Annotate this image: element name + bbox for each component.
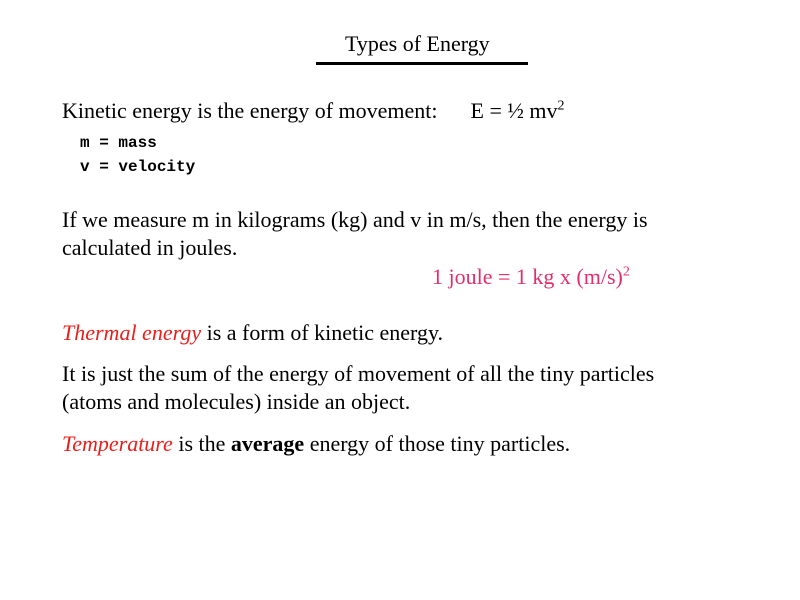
temperature-term: Temperature [62, 431, 173, 456]
thermal-line [62, 319, 443, 347]
joules-line-1: If we measure m in kilograms (kg) and v in m/s, then the energy is [62, 207, 648, 232]
kinetic-formula: E = ½ mv [470, 98, 558, 123]
kinetic-formula-exponent: 2 [557, 98, 565, 114]
temperature-rest: energy of those tiny particles. [304, 431, 571, 456]
definition-mass: m = mass [80, 134, 157, 152]
kinetic-line [62, 97, 565, 125]
slide-title: Types of Energy [345, 31, 490, 56]
temperature-line [62, 430, 570, 458]
thermal-rest: is a form of kinetic energy. [201, 320, 444, 345]
joule-formula [432, 263, 630, 291]
temperature-mid: is the [172, 431, 231, 456]
kinetic-sentence: Kinetic energy is the energy of movement: [62, 98, 438, 123]
thermal-term: Thermal energy [62, 320, 202, 345]
joule-formula-base: 1 joule = 1 kg x (m/s) [432, 264, 623, 289]
temperature-bold: average [230, 431, 305, 456]
joules-line-2: calculated in joules. [62, 235, 238, 260]
definition-velocity: v = velocity [80, 158, 196, 176]
sum-line-2: (atoms and molecules) inside an object. [62, 389, 411, 414]
joule-formula-exponent: 2 [622, 264, 630, 280]
title-underline [316, 62, 528, 65]
sum-line-1: It is just the sum of the energy of movement of all the tiny particles [62, 361, 655, 386]
